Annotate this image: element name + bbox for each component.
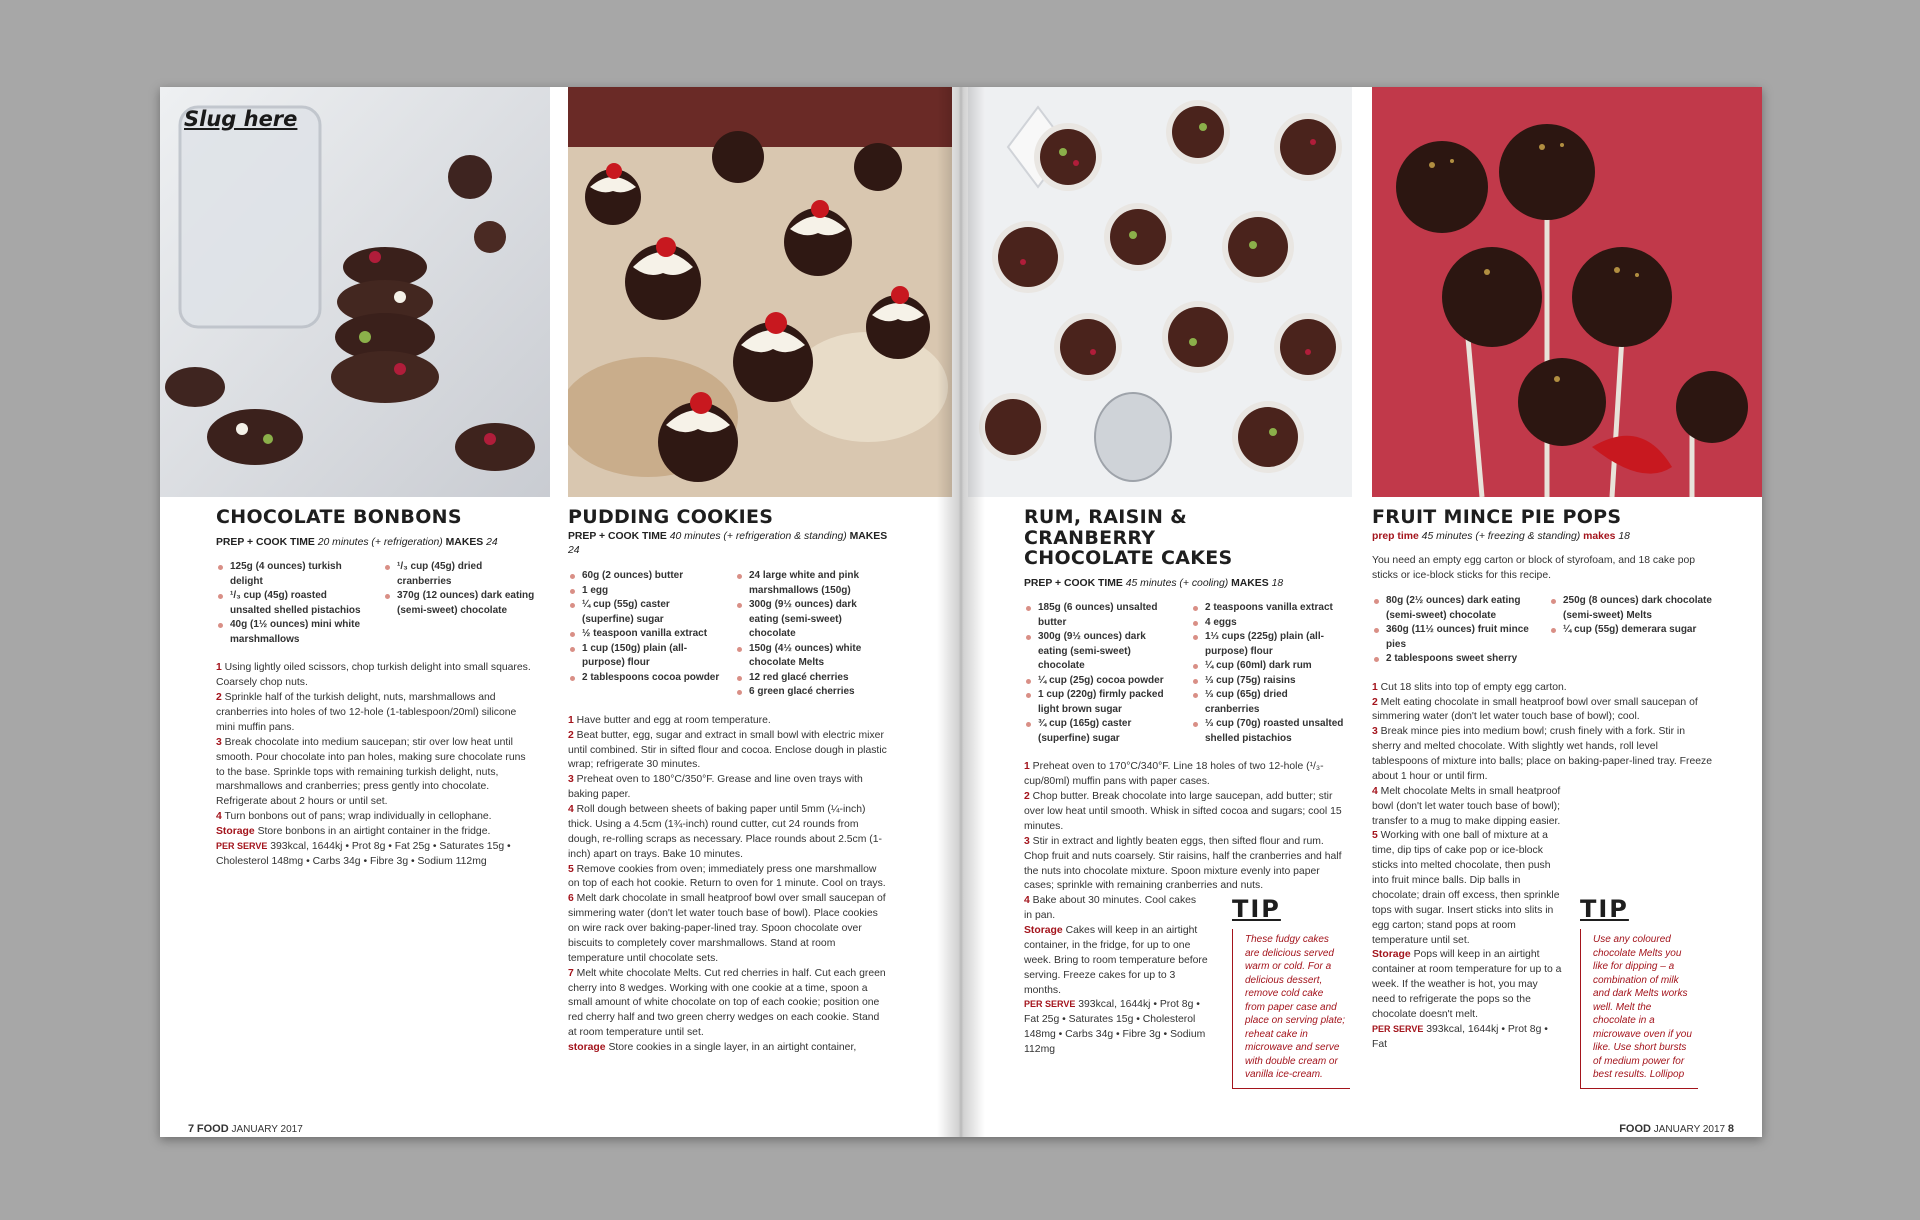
recipe-meta	[216, 536, 536, 551]
page-number: 8	[1727, 1123, 1734, 1135]
makes-label: MAKES	[445, 536, 484, 548]
method-step: 7 Melt white chocolate Melts. Cut red cherries in half. Cut each green cherry into 8 wedges. Working with one cookie at a time, spoon a small amount of white chocolate on top of each cookie; position one red cherry half and two green cherry wedges on each cookie. Stand at room temperature until set.	[568, 967, 886, 1039]
storage-note: Storage Pops will keep in an airtight container at room temperature for up to a week. If the weather is hot, you may need to refrigerate the pops so the chocolate doesn't melt.	[1372, 949, 1562, 1020]
magazine-name: FOOD	[196, 1123, 229, 1135]
tip-text: Use any coloured chocolate Melts you like for dipping – a combination of milk and dark Melts works well. Melt the chocolate in a microwave oven if you like. Use short bursts of medium power for best results. Lollipop	[1580, 929, 1698, 1089]
ingredient-item: 250g (8 ounces) dark chocolate (semi-sweet) Melts	[1549, 594, 1712, 623]
ingredient-item: 4 eggs	[1191, 616, 1344, 631]
issue-date: JANUARY 2017	[231, 1124, 303, 1135]
ingredient-item: ¼ cup (25g) cocoa powder	[1024, 674, 1177, 689]
method-step: 2 Chop butter. Break chocolate into large saucepan, add butter; stir over low heat until smooth. Whisk in sifted cocoa and sugars; cool 15 minutes.	[1024, 791, 1342, 832]
method-step: 2 Beat butter, egg, sugar and extract in small bowl with electric mixer until combined. Stir in sifted flour and cocoa. Enclose dough in plastic wrap; refrigerate 30 minutes.	[568, 729, 887, 771]
time-value: 45 minutes (+ cooling)	[1125, 577, 1229, 589]
method-step: 1 Preheat oven to 170°C/340°F. Line 18 holes of two 12-hole (¹/₃-cup/80ml) muffin pans with paper cases.	[1024, 761, 1324, 788]
method-step: 4 Bake about 30 minutes. Cool cakes in pan.	[1024, 895, 1197, 922]
pudding-cookies-photo	[568, 87, 952, 497]
recipe-title: CHOCOLATE BONBONS	[216, 506, 462, 528]
recipe-meta	[1372, 530, 1712, 545]
recipe-title: RUM, RAISIN & CRANBERRY CHOCOLATE CAKES	[1024, 506, 1233, 570]
tip-box-pops	[1580, 895, 1698, 1089]
method-step: 1 Using lightly oiled scissors, chop turkish delight into small squares. Coarsely chop nuts.	[216, 662, 531, 689]
pie-pops-photo	[1372, 87, 1762, 497]
tip-title: TIP	[1580, 895, 1629, 923]
folio-left	[188, 1123, 303, 1135]
ingredient-item: 1 cup (150g) plain (all-purpose) flour	[568, 642, 721, 671]
tip-title: TIP	[1232, 895, 1281, 923]
makes-value: 24	[486, 536, 498, 548]
ingredient-item: ⅓ cup (70g) roasted unsalted shelled pistachios	[1191, 717, 1344, 746]
issue-date: JANUARY 2017	[1653, 1124, 1726, 1135]
recipe-meta	[1024, 577, 1344, 592]
nutrition-info: PER SERVE 393kcal, 1644kj • Prot 8g • Fat 25g • Saturates 15g • Cholesterol 148mg • Carbs 34g • Fibre 3g • Sodium 112mg	[1024, 999, 1206, 1056]
chocolate-cakes-photo	[968, 87, 1352, 497]
recipe-chocolate-bonbons	[216, 507, 536, 870]
folio-right	[1619, 1123, 1734, 1135]
method-step: 4 Roll dough between sheets of baking paper until 5mm (¼-inch) thick. Using a 4.5cm (1¾-inch) round cutter, cut 24 rounds from dough, re-rolling scraps as necessary. Place rounds about 2.5cm (1-inch) apart on trays. Bake 10 minutes.	[568, 804, 882, 860]
method-step: 3 Stir in extract and lightly beaten eggs, then sifted flour and rum. Chop fruit and nuts coarsely. Stir raisins, half the cranberries and half the nuts into chocolate mixture. Spoon mixture evenly into paper cases; sprinkle with remaining cranberries and nuts.	[1024, 835, 1342, 892]
ingredient-item: 2 tablespoons sweet sherry	[1372, 652, 1535, 667]
ingredient-item: 300g (9½ ounces) dark eating (semi-sweet) chocolate	[1024, 630, 1177, 674]
storage-note: storage Store cookies in a single layer, in an airtight container,	[568, 1042, 857, 1054]
ingredient-item: 185g (6 ounces) unsalted butter	[1024, 601, 1177, 630]
time-label: prep time	[1372, 530, 1419, 542]
slug-text: Slug here	[184, 107, 298, 131]
makes-value: 24	[568, 545, 580, 557]
ingredient-item: 1 egg	[568, 584, 721, 599]
ingredient-item: 24 large white and pink marshmallows (150g)	[735, 569, 888, 598]
time-label: PREP + COOK TIME	[568, 530, 667, 542]
ingredient-item: 80g (2½ ounces) dark eating (semi-sweet) chocolate	[1372, 594, 1535, 623]
method-step: 3 Break mince pies into medium bowl; crush finely with a fork. Stir in sherry and melted chocolate. With slightly wet hands, roll level tablespoons of mixture into balls; place on baking-paper-lined tray. Freeze about 1 hour or until firm.	[1372, 726, 1712, 782]
recipe-pudding-cookies	[568, 507, 888, 1056]
method-step: 4 Melt chocolate Melts in small heatproof bowl (don't let water touch base of bowl); transfer to a mug to make dipping easier.	[1372, 785, 1561, 827]
ingredient-item: ¼ cup (60ml) dark rum	[1191, 659, 1344, 674]
method-step: 5 Working with one ball of mixture at a time, dip tips of cake pop or ice-block sticks into melted chocolate, then push into fruit mince balls. Dip balls in chocolate; drain off excess, then sprinkle tops with sugar. Insert sticks into slits in egg carton; stand pops at room temperature until set.	[1372, 830, 1560, 946]
makes-label: MAKES	[849, 530, 888, 542]
method-step: 1 Have butter and egg at room temperature.	[568, 714, 771, 726]
ingredient-item: 40g (1½ ounces) mini white marshmallows	[216, 618, 369, 647]
method-steps	[568, 714, 888, 1056]
ingredient-item: 300g (9½ ounces) dark eating (semi-sweet) chocolate	[735, 598, 888, 642]
time-label: PREP + COOK TIME	[1024, 577, 1123, 589]
makes-label: MAKES	[1231, 577, 1269, 589]
recipe-meta	[568, 530, 888, 560]
ingredient-item: ¹/₃ cup (45g) roasted unsalted shelled pistachios	[216, 589, 369, 618]
makes-label: makes	[1583, 530, 1616, 542]
ingredient-item: 6 green glacé cherries	[735, 685, 888, 700]
ingredient-item: ¹/₃ cup (45g) dried cranberries	[383, 560, 536, 589]
ingredient-item: 360g (11½ ounces) fruit mince pies	[1372, 623, 1535, 652]
ingredient-list	[216, 560, 536, 647]
ingredient-item: ¼ cup (55g) caster (superfine) sugar	[568, 598, 721, 627]
ingredient-item: ¾ cup (165g) caster (superfine) sugar	[1024, 717, 1177, 746]
ingredient-item: ⅓ cup (75g) raisins	[1191, 674, 1344, 689]
makes-value: 18	[1271, 577, 1284, 589]
ingredient-item: 1 cup (220g) firmly packed light brown sugar	[1024, 688, 1177, 717]
ingredient-item: 1⅓ cups (225g) plain (all-purpose) flour	[1191, 630, 1344, 659]
nutrition-info: PER SERVE 393kcal, 1644kj • Prot 8g • Fat	[1372, 1023, 1548, 1050]
bonbons-photo	[160, 87, 550, 497]
nutrition-info: PER SERVE 393kcal, 1644kj • Prot 8g • Fat 25g • Saturates 15g • Cholesterol 148mg • Carbs 34g • Fibre 3g • Sodium 112mg	[216, 840, 511, 867]
method-step: 3 Break chocolate into medium saucepan; stir over low heat until smooth. Pour chocolate into pan holes, making sure chocolate runs to the base. Sprinkle tops with remaining turkish delight, nuts, marshmallows and cranberries; press gently into chocolate. Refrigerate about 2 hours or until set.	[216, 736, 526, 808]
ingredient-list	[568, 569, 888, 700]
ingredient-list	[1372, 594, 1712, 667]
storage-note: Storage Cakes will keep in an airtight container, in the fridge, for up to one week. Bring to room temperature before serving. Freeze cakes for up to 3 months.	[1024, 925, 1208, 996]
makes-value: 18	[1618, 530, 1630, 542]
ingredient-item: 60g (2 ounces) butter	[568, 569, 721, 584]
page-number: 7	[188, 1123, 195, 1135]
recipe-title: PUDDING COOKIES	[568, 506, 774, 528]
ingredient-item: 2 tablespoons cocoa powder	[568, 671, 721, 686]
time-label: PREP + COOK TIME	[216, 536, 315, 548]
method-step: 4 Turn bonbons out of pans; wrap individually in cellophane.	[216, 811, 492, 823]
method-step: 3 Preheat oven to 180°C/350°F. Grease and line oven trays with baking paper.	[568, 774, 863, 801]
ingredient-item: ¼ cup (55g) demerara sugar	[1549, 623, 1712, 638]
tip-box-cakes	[1232, 895, 1350, 1089]
time-value: 45 minutes (+ freezing & standing)	[1421, 530, 1581, 542]
recipe-intro: You need an empty egg carton or block of styrofoam, and 18 cake pop sticks or ice-block sticks for this recipe.	[1372, 555, 1696, 582]
magazine-spread	[160, 87, 1762, 1137]
ingredient-item: ⅓ cup (65g) dried cranberries	[1191, 688, 1344, 717]
ingredient-item: 125g (4 ounces) turkish delight	[216, 560, 369, 589]
ingredient-list	[1024, 601, 1344, 746]
storage-note: Storage Store bonbons in an airtight container in the fridge.	[216, 826, 491, 838]
recipe-title: FRUIT MINCE PIE POPS	[1372, 506, 1622, 528]
time-value: 20 minutes (+ refrigeration)	[317, 536, 443, 548]
time-value: 40 minutes (+ refrigeration & standing)	[669, 530, 847, 542]
method-step: 6 Melt dark chocolate in small heatproof bowl over small saucepan of simmering water (don't let water touch base of bowl). Place cookies on wire rack over baking-paper-lined tray. Spoon chocolate over biscuits to completely cover marshmallows. Stand at room temperature until chocolate sets.	[568, 893, 886, 964]
ingredient-item: 12 red glacé cherries	[735, 671, 888, 686]
tip-text: These fudgy cakes are delicious served warm or cold. For a delicious dessert, remove cold cake from paper case and place on serving plate; reheat cake in microwave and serve with double cream or vanilla ice-cream.	[1232, 929, 1350, 1089]
magazine-name: FOOD	[1619, 1123, 1651, 1135]
method-steps	[216, 661, 536, 869]
method-step: 1 Cut 18 slits into top of empty egg carton.	[1372, 681, 1567, 693]
method-step: 5 Remove cookies from oven; immediately press one marshmallow on top of each hot cookie. Return to oven for 1 minute. Cool on trays.	[568, 863, 886, 890]
ingredient-item: 150g (4½ ounces) white chocolate Melts	[735, 642, 888, 671]
ingredient-item: 2 teaspoons vanilla extract	[1191, 601, 1344, 616]
ingredient-item: ½ teaspoon vanilla extract	[568, 627, 721, 642]
method-step: 2 Melt eating chocolate in small heatproof bowl over small saucepan of simmering water (don't let water touch base of bowl); cool.	[1372, 696, 1698, 723]
method-step: 2 Sprinkle half of the turkish delight, nuts, marshmallows and cranberries into holes of two 12-hole (1-tablespoon/20ml) silicone mini muffin pans.	[216, 692, 517, 733]
ingredient-item: 370g (12 ounces) dark eating (semi-sweet) chocolate	[383, 589, 536, 618]
